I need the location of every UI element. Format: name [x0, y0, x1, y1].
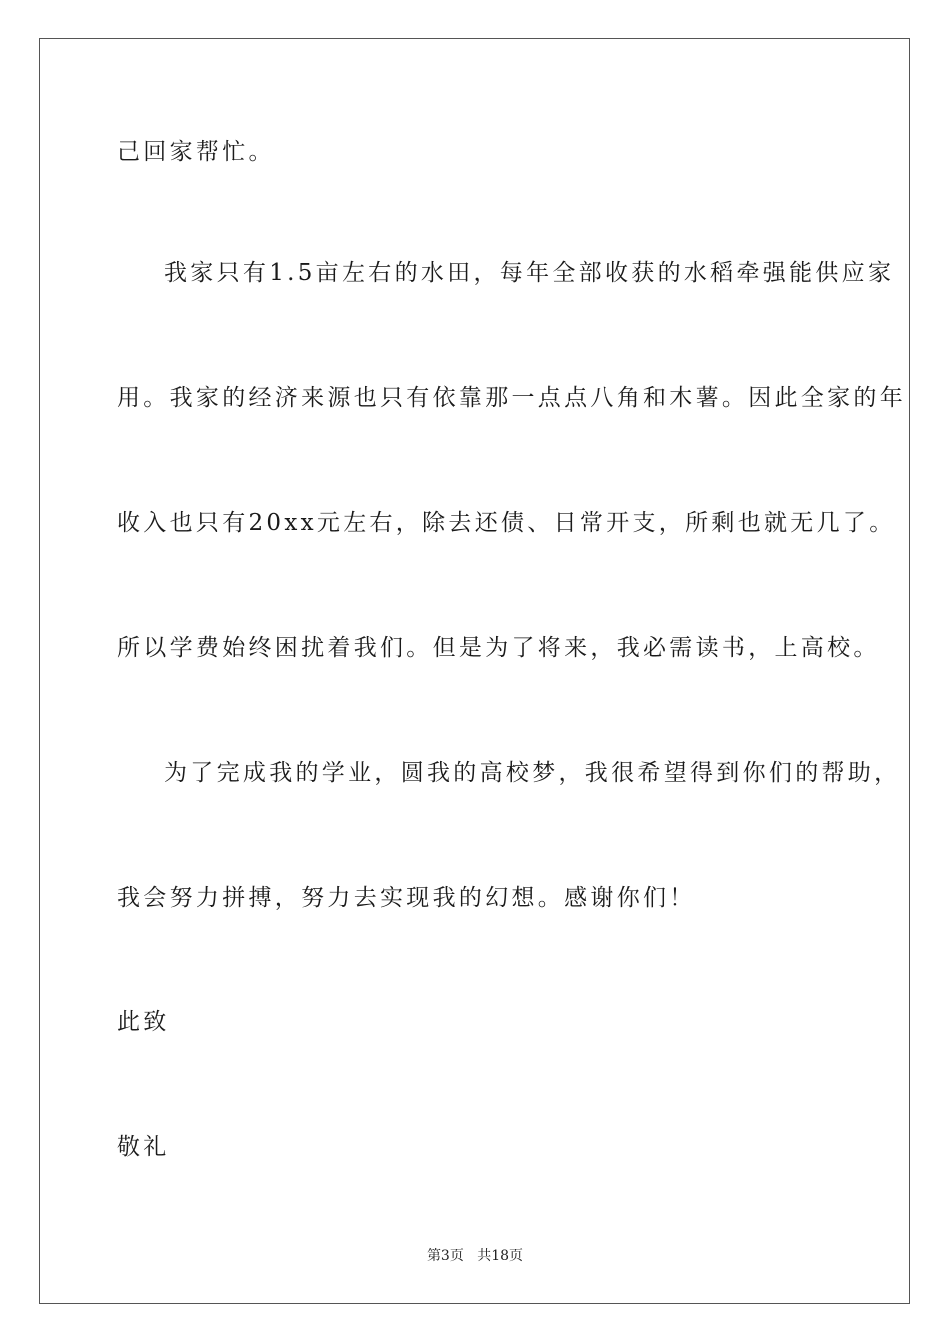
text-line-7: 我会努力拼搏，努力去实现我的幻想。感谢你们！	[117, 885, 696, 911]
paragraph-start-line: 我家只有1.5亩左右的水田，每年全部收获的水稻牵强能供应家	[164, 260, 895, 286]
text-line-5: 所以学费始终困扰着我们。但是为了将来，我必需读书，上高校。	[117, 635, 880, 661]
page-number: 第3页	[426, 1248, 464, 1264]
page-footer	[0, 1247, 950, 1265]
page-frame	[39, 38, 910, 1304]
total-pages: 共18页	[477, 1248, 524, 1264]
text-line-3: 用。我家的经济来源也只有依靠那一点点八角和木薯。因此全家的年	[117, 385, 906, 411]
closing-salute: 敬礼	[117, 1134, 170, 1160]
paragraph-start-line-2: 为了完成我的学业，圆我的高校梦，我很希望得到你们的帮助，	[164, 760, 901, 786]
text-line-1: 己回家帮忙。	[117, 139, 275, 165]
text-line-4: 收入也只有20xx元左右，除去还债、日常开支，所剩也就无几了。	[117, 510, 896, 536]
closing-greeting: 此致	[117, 1009, 170, 1035]
